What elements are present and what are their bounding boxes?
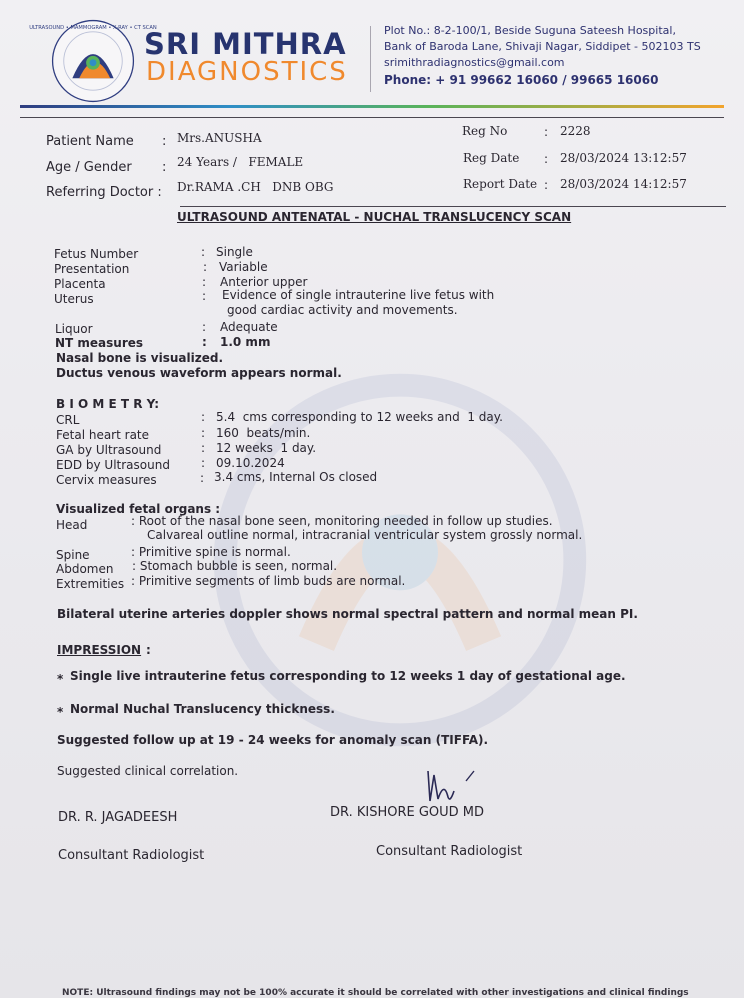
- header-rule: [20, 117, 724, 118]
- address-line-2: Bank of Baroda Lane, Shivaji Nagar, Siddipet - 502103 TS: [384, 40, 701, 53]
- phone-numbers: Phone: + 91 99662 16060 / 99665 16060: [384, 73, 659, 87]
- report-title: ULTRASOUND ANTENATAL - NUCHAL TRANSLUCENCY SCAN: [177, 210, 572, 224]
- doctor-2-name: DR. KISHORE GOUD MD: [330, 805, 485, 820]
- placenta-label: Placenta: [54, 277, 106, 291]
- placenta-colon: :: [202, 275, 207, 289]
- nt-measures-label: NT measures: [55, 336, 144, 350]
- nt-measures-value: 1.0 mm: [220, 335, 271, 349]
- patient-name-label: Patient Name: [46, 134, 134, 149]
- report-date-value: 28/03/2024 14:12:57: [560, 177, 687, 191]
- cervix-value: 3.4 cms, Internal Os closed: [214, 470, 378, 484]
- reg-no-label: Reg No: [462, 124, 508, 138]
- crl-value: 5.4 cms corresponding to 12 weeks and 1 day.: [216, 410, 503, 424]
- doctor-1-name: DR. R. JAGADEESH: [58, 810, 178, 825]
- spine-label: Spine: [56, 548, 90, 562]
- head-value-line1: : Root of the nasal bone seen, monitoring needed in follow up studies.: [131, 514, 553, 528]
- impression-1: Single live intrauterine fetus corresponding to 12 weeks 1 day of gestational age.: [70, 669, 626, 683]
- nasal-bone-finding: Nasal bone is visualized.: [56, 351, 224, 365]
- patient-name-colon: :: [162, 134, 167, 149]
- head-value-line2: Calvareal outline normal, intracranial ventricular system grossly normal.: [147, 528, 583, 542]
- presentation-label: Presentation: [54, 262, 130, 276]
- liquor-colon: :: [202, 320, 207, 334]
- ga-value: 12 weeks 1 day.: [216, 441, 317, 455]
- impression-bullet-2: *: [57, 705, 64, 719]
- doctor-2-title: Consultant Radiologist: [376, 844, 523, 859]
- reg-date-label: Reg Date: [463, 151, 520, 165]
- doppler-finding: Bilateral uterine arteries doppler shows normal spectral pattern and normal mean PI.: [57, 607, 638, 621]
- doctor-1-title: Consultant Radiologist: [58, 848, 205, 863]
- spine-value: : Primitive spine is normal.: [131, 545, 291, 559]
- age-gender-colon: :: [162, 160, 167, 175]
- fetus-number-value: Single: [216, 245, 253, 259]
- fetal-heart-rate-value: 160 beats/min.: [216, 426, 311, 440]
- liquor-value: Adequate: [220, 320, 278, 334]
- presentation-value: Variable: [219, 260, 268, 274]
- fetus-number-label: Fetus Number: [54, 247, 139, 261]
- brand-logo-icon: [29, 18, 157, 104]
- uterus-value-line1: Evidence of single intrauterine live fetus with: [222, 288, 495, 302]
- brand-name-top: SRI MITHRA: [144, 27, 347, 61]
- handwritten-signature-icon: [420, 765, 480, 809]
- ductus-venous-finding: Ductus venous waveform appears normal.: [56, 366, 342, 380]
- cervix-label: Cervix measures: [56, 473, 157, 487]
- ga-label: GA by Ultrasound: [56, 443, 162, 457]
- fetal-heart-rate-colon: :: [201, 426, 206, 440]
- reg-date-colon: :: [544, 152, 549, 166]
- impression-colon: :: [146, 643, 151, 657]
- reg-no-value: 2228: [560, 124, 591, 138]
- edd-label: EDD by Ultrasound: [56, 458, 170, 472]
- report-date-colon: :: [544, 178, 549, 192]
- crl-label: CRL: [56, 413, 80, 427]
- biometry-heading: B I O M E T R Y:: [56, 397, 160, 411]
- email-address: srimithradiagnostics@gmail.com: [384, 56, 565, 69]
- head-label: Head: [56, 518, 88, 532]
- placenta-value: Anterior upper: [220, 275, 308, 289]
- organs-heading: Visualized fetal organs :: [56, 502, 221, 516]
- uterus-colon: :: [202, 289, 207, 303]
- presentation-colon: :: [203, 260, 208, 274]
- referring-doctor-label: Referring Doctor :: [46, 185, 162, 200]
- abdomen-value: : Stomach bubble is seen, normal.: [132, 559, 338, 573]
- uterus-value-line2: good cardiac activity and movements.: [227, 303, 458, 317]
- crl-colon: :: [201, 410, 206, 424]
- clinical-correlation: Suggested clinical correlation.: [57, 764, 239, 778]
- impression-bullet-1: *: [57, 672, 64, 686]
- address-line-1: Plot No.: 8-2-100/1, Beside Suguna Sateesh Hospital,: [384, 24, 676, 37]
- nt-measures-colon: :: [202, 335, 207, 349]
- report-date-label: Report Date: [463, 177, 538, 191]
- edd-value: 09.10.2024: [216, 456, 285, 470]
- extremities-label: Extremities: [56, 577, 125, 591]
- follow-up-recommendation: Suggested follow up at 19 - 24 weeks for anomaly scan (TIFFA).: [57, 733, 489, 747]
- ga-colon: :: [201, 441, 206, 455]
- reg-date-value: 28/03/2024 13:12:57: [560, 151, 687, 165]
- impression-2: Normal Nuchal Translucency thickness.: [70, 702, 335, 716]
- fetus-number-colon: :: [201, 245, 206, 259]
- cervix-colon: :: [200, 471, 205, 485]
- footer-note: NOTE: Ultrasound findings may not be 100% accurate it should be correlated with other investigations and clinical findings: [62, 988, 689, 998]
- header-color-bar: [20, 105, 724, 108]
- brand-name-bottom: DIAGNOSTICS: [146, 57, 348, 87]
- liquor-label: Liquor: [55, 322, 93, 336]
- logo-ring-text: ULTRASOUND • MAMMOGRAM • X-RAY • CT SCAN: [29, 25, 157, 32]
- age-gender-label: Age / Gender: [46, 160, 132, 175]
- extremities-value: : Primitive segments of limb buds are normal.: [131, 574, 406, 588]
- edd-colon: :: [201, 456, 206, 470]
- title-rule: [180, 206, 726, 207]
- abdomen-label: Abdomen: [56, 562, 114, 576]
- patient-name-value: Mrs.ANUSHA: [177, 131, 262, 145]
- fetal-heart-rate-label: Fetal heart rate: [56, 428, 150, 442]
- impression-heading: IMPRESSION: [57, 643, 142, 657]
- uterus-label: Uterus: [54, 292, 94, 306]
- reg-no-colon: :: [544, 125, 549, 139]
- header-divider: [370, 26, 371, 92]
- age-gender-value: 24 Years / FEMALE: [177, 155, 304, 169]
- referring-doctor-value: Dr.RAMA .CH DNB OBG: [177, 180, 334, 194]
